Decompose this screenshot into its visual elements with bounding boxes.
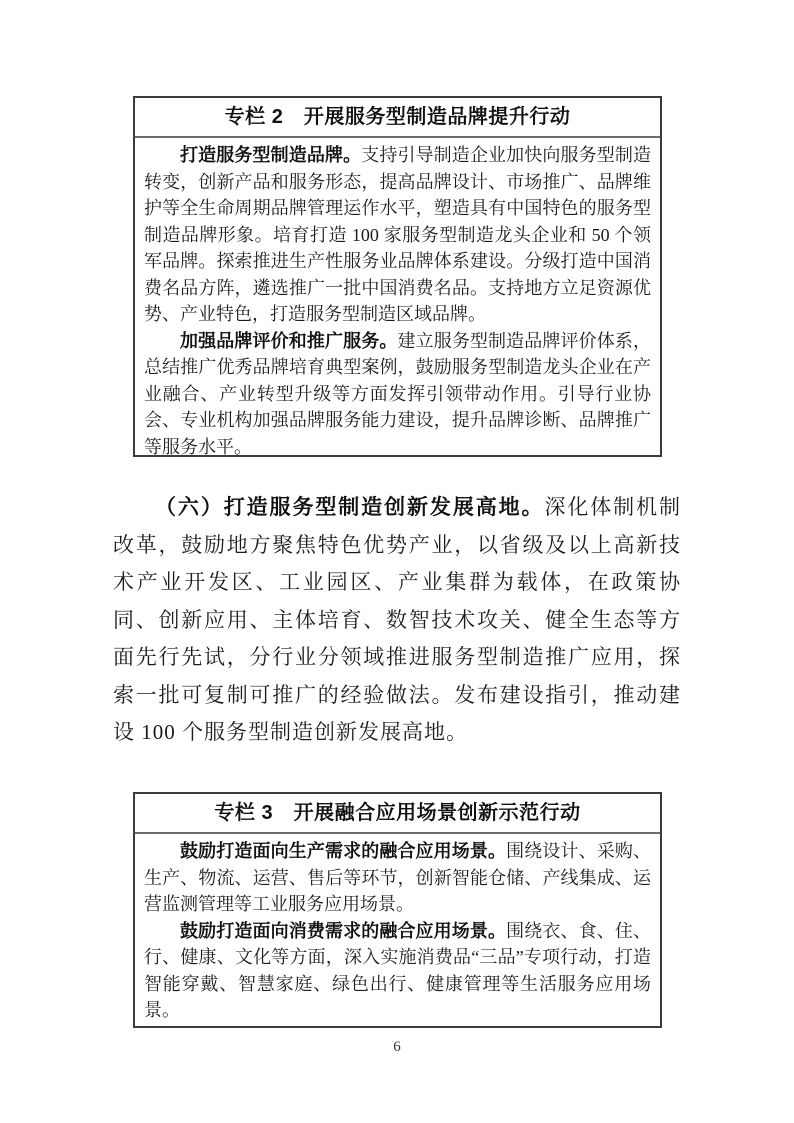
column-box-3-body	[135, 834, 660, 1030]
column-box-3-paragraph-2	[144, 918, 651, 1024]
column-box-2-paragraph-1	[144, 142, 651, 328]
column-box-2-body	[135, 138, 660, 466]
section-6-heading: （六）打造服务型制造创新发展高地。	[155, 496, 545, 519]
column-box-3-paragraph-2-text: 围绕衣、食、住、行、健康、文化等方面，深入实施消费品“三品”专项行动，打造智能穿戴、智慧家庭、绿色出行、健康管理等生活服务应用场景。	[144, 920, 652, 1020]
page-number: 6	[393, 1039, 401, 1055]
column-box-2-paragraph-2	[144, 328, 651, 461]
section-6-text: 深化体制机制改革，鼓励地方聚焦特色优势产业，以省级及以上高新技术产业开发区、工业园区、产业集群为载体，在政策协同、创新应用、主体培育、数智技术攻关、健全生态等方面先行先试，分行业分领域推进服务型制造推广应用，探索一批可复制可推广的经验做法。发布建设指引，推动建设 100 个服务型制造创新发展高地。	[113, 495, 681, 744]
column-box-2-paragraph-2-text: 建立服务型制造品牌评价体系，总结推广优秀品牌培育典型案例，鼓励服务型制造龙头企业在产业融合、产业转型升级等方面发挥引领带动作用。引导行业协会、专业机构加强品牌服务能力建设，提升品牌诊断、品牌推广等服务水平。	[144, 330, 652, 457]
column-box-3-paragraph-2-lead: 鼓励打造面向消费需求的融合应用场景。	[180, 920, 507, 941]
column-box-2-paragraph-2-lead: 加强品牌评价和推广服务。	[180, 330, 398, 351]
section-6-paragraph	[113, 489, 681, 752]
column-box-3-title: 专栏 3 开展融合应用场景创新示范行动	[135, 794, 660, 834]
column-box-2-title: 专栏 2 开展服务型制造品牌提升行动	[135, 98, 660, 138]
column-box-2-paragraph-1-lead: 打造服务型制造品牌。	[180, 145, 362, 165]
column-box-3-paragraph-1-lead: 鼓励打造面向生产需求的融合应用场景。	[180, 841, 507, 861]
column-box-2	[133, 96, 662, 457]
column-box-3	[133, 792, 662, 1028]
column-box-3-paragraph-1-text: 围绕设计、采购、生产、物流、运营、售后等环节，创新智能仓储、产线集成、运营监测管理等工业服务应用场景。	[144, 841, 652, 914]
column-box-2-paragraph-1-text: 支持引导制造企业加快向服务型制造转变，创新产品和服务形态，提高品牌设计、市场推广、品牌维护等全生命周期品牌管理运作水平，塑造具有中国特色的服务型制造品牌形象。培育打造 100 家服务型制造龙头企业和 50 个领军品牌。探索推进生产性服务业品牌体系建设。分级打造中国消费名品方阵，遴选推广一批中国消费名品。支持地方立足资源优势、产业特色，打造服务型制造区域品牌。	[144, 145, 652, 324]
column-box-3-paragraph-1	[144, 838, 651, 918]
